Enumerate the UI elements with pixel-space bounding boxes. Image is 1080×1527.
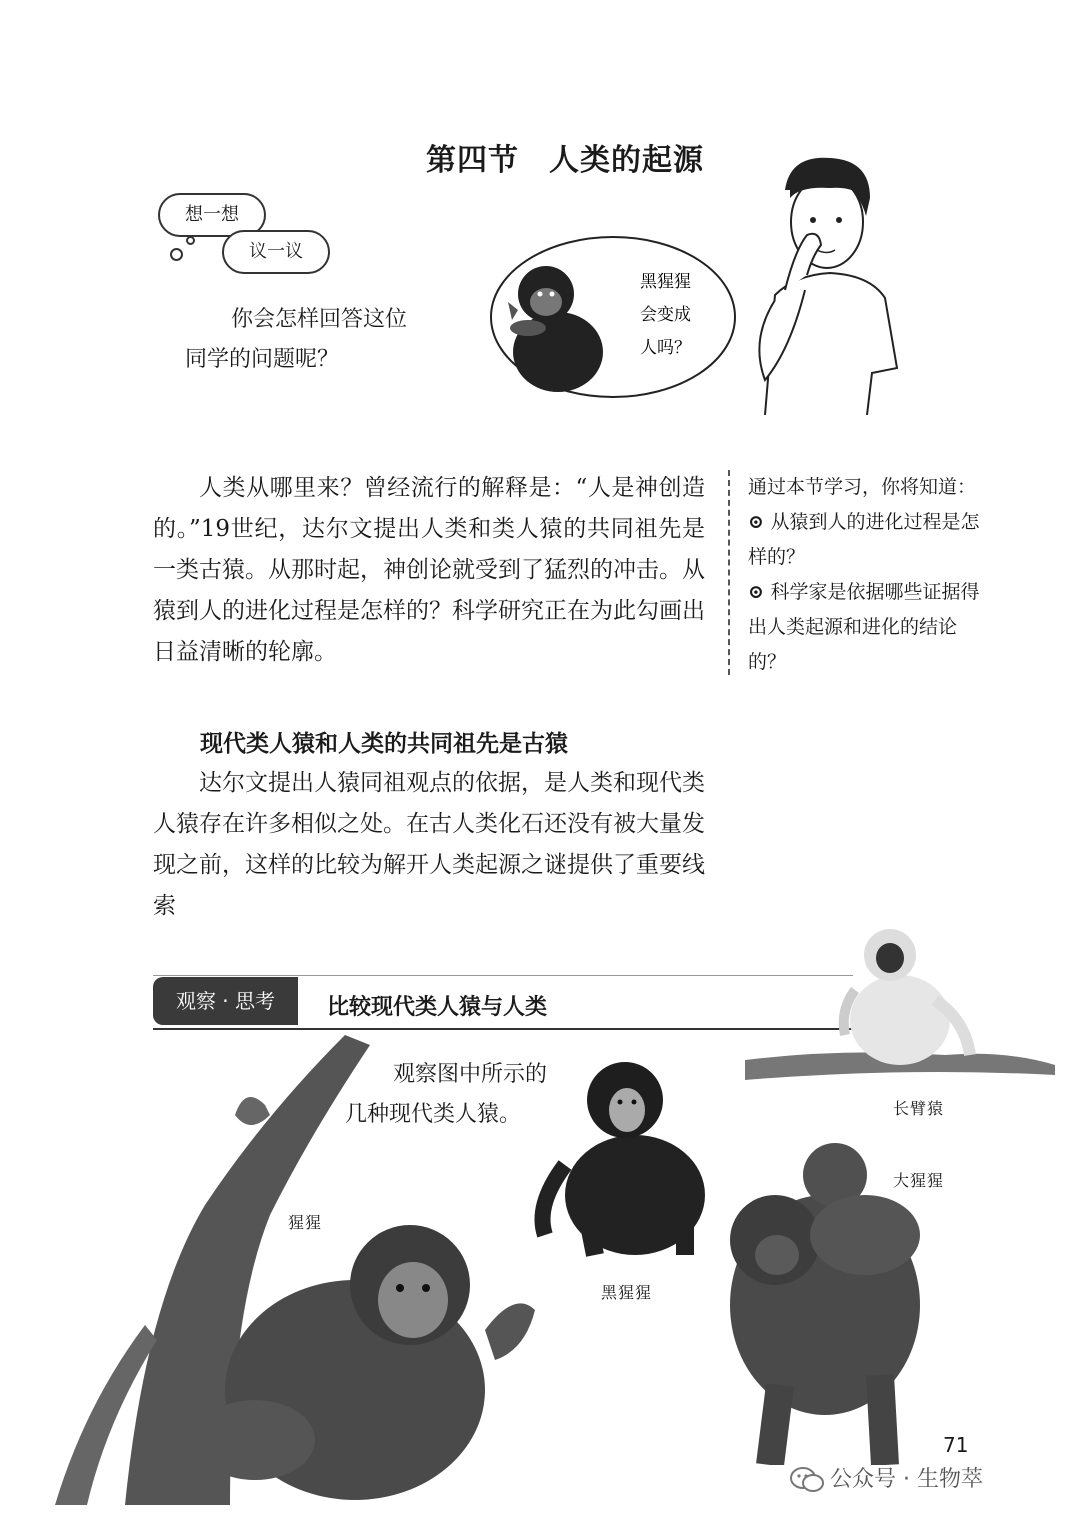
observe-tag: 观察 · 思考 (153, 977, 298, 1025)
svg-text:黑猩猩: 黑猩猩 (640, 272, 691, 292)
chimp-question-text (640, 272, 691, 358)
learning-goal-item: ⊙ 科学家是依据哪些证据得出人类起源和进化的结论的？ (748, 575, 983, 680)
learning-goal-item: ⊙ 从猿到人的进化过程是怎样的？ (748, 505, 983, 575)
think-question: 你会怎样回答这位 同学的问题呢？ (185, 307, 408, 372)
thinking-boy-illustration (745, 150, 900, 415)
gibbon-label: 长臂猿 (893, 1099, 945, 1118)
bubble-dot (170, 248, 183, 261)
chimpanzee-label: 黑猩猩 (601, 1283, 653, 1302)
orangutan-label: 猩猩 (288, 1213, 323, 1232)
subsection-paragraph: 达尔文提出人猿同祖观点的依据，是人类和现代类人猿存在许多相似之处。在古人类化石还没有被大量发现之前，这样的比较为解开人类起源之谜提供了重要线索 (153, 770, 705, 919)
chimp-thinking-illustration (488, 232, 738, 402)
watermark: 公众号 · 生物萃 (790, 1460, 983, 1500)
section-number: 第四节 (426, 143, 519, 178)
observe-title: 比较现代类人猿与人类 (327, 995, 548, 1020)
svg-text:人吗？: 人吗？ (640, 338, 691, 358)
intro-paragraph: 人类从哪里来？曾经流行的解释是：“人是神创造的。”19世纪，达尔文提出人类和类人猿的共同祖先是一类古猿。从那时起，神创论就受到了猛烈的冲击。从猿到人的进化过程是怎样的？科学研究正在为此勾画出日益清晰的轮廓。 (153, 475, 705, 665)
orangutan-photo (55, 1030, 540, 1505)
observe-prompt: 观察图中所示的 几种现代类人猿。 (345, 1062, 548, 1127)
wechat-icon (790, 1466, 824, 1494)
think-bubble: 想一想 (158, 193, 266, 237)
page-number: 71 (943, 1433, 969, 1457)
discuss-bubble: 议一议 (222, 230, 330, 274)
subsection-heading: 现代类人猿和人类的共同祖先是古猿 (200, 731, 568, 757)
gorilla-label: 大猩猩 (893, 1171, 945, 1190)
bubble-dot-small (186, 236, 195, 245)
gibbon-photo (745, 920, 1055, 1080)
section-name: 人类的起源 (549, 143, 704, 178)
learning-goals-sidebar (728, 470, 983, 675)
learning-goals-heading: 通过本节学习，你将知道： (748, 476, 977, 498)
svg-text:会变成: 会变成 (640, 305, 691, 325)
page-title (0, 135, 1080, 179)
chimpanzee-photo (525, 1055, 715, 1265)
